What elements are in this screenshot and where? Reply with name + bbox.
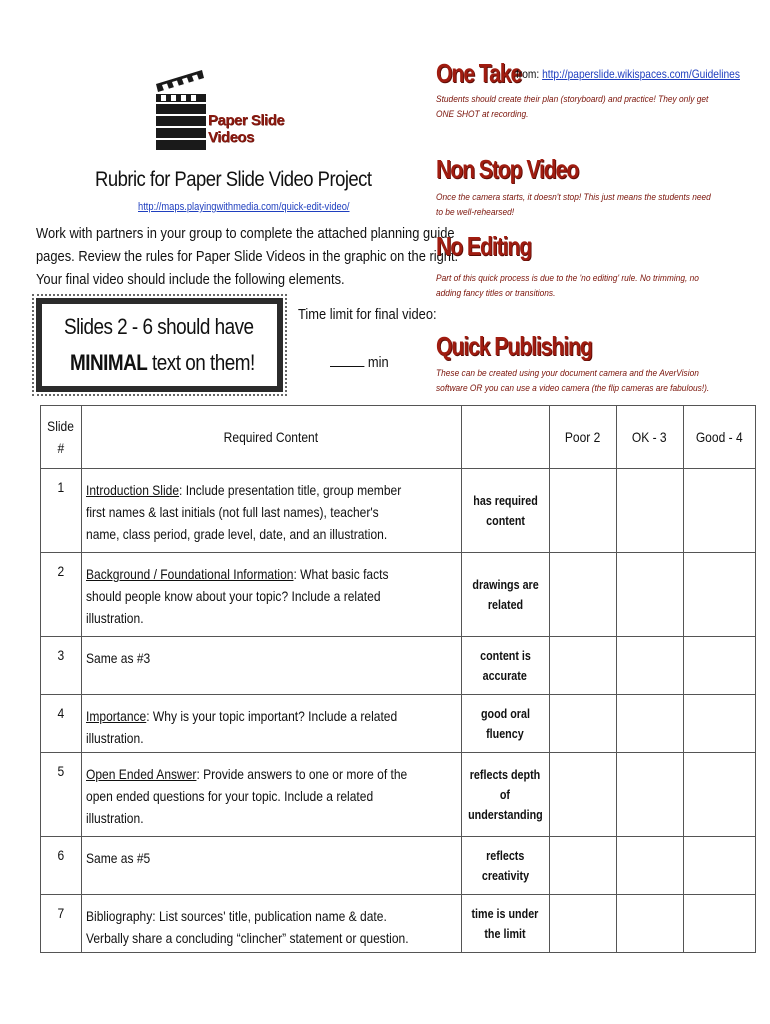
score-cell-poor[interactable]	[549, 469, 616, 553]
slide-number-cell: 1	[41, 469, 82, 553]
minutes-blank[interactable]	[330, 354, 364, 367]
criteria-line: of	[500, 787, 511, 802]
rules-source-link[interactable]: http://paperslide.wikispaces.com/Guidelines	[542, 67, 740, 81]
header-ok: OK - 3	[616, 406, 683, 469]
criteria-cell	[461, 553, 549, 637]
criteria-line: good oral	[480, 706, 530, 721]
score-cell-good[interactable]	[683, 637, 755, 695]
header-poor: Poor 2	[549, 406, 616, 469]
criteria-line: creativity	[481, 868, 529, 883]
intro-paragraph	[36, 222, 459, 291]
criteria-line: reflects depth	[469, 767, 541, 782]
content-line: : Why is your topic important? Include a related	[145, 708, 397, 724]
required-content-cell	[81, 469, 461, 553]
minutes-label: min	[367, 354, 389, 371]
table-row	[41, 469, 756, 553]
table-row	[41, 837, 756, 895]
content-line: illustration.	[85, 610, 144, 626]
header-slide: Slide #	[41, 406, 82, 469]
required-content-cell	[81, 695, 461, 753]
criteria-line: has required	[472, 493, 538, 508]
content-line: Same as #5	[85, 850, 150, 866]
score-cell-good[interactable]	[683, 695, 755, 753]
required-content-cell	[81, 837, 461, 895]
criteria-cell	[461, 469, 549, 553]
minutes-field	[330, 354, 389, 371]
table-header-row	[41, 406, 756, 469]
minimal-text-callout	[36, 298, 283, 392]
paper-slide-videos-logo	[150, 62, 320, 152]
content-lead: Importance	[85, 708, 146, 724]
score-cell-ok[interactable]	[616, 753, 683, 837]
criteria-cell	[461, 837, 549, 895]
score-cell-ok[interactable]	[616, 895, 683, 953]
score-cell-poor[interactable]	[549, 895, 616, 953]
score-cell-poor[interactable]	[549, 637, 616, 695]
callout-rest: text on them!	[147, 350, 255, 375]
score-cell-good[interactable]	[683, 469, 755, 553]
slide-number-cell: 4	[41, 695, 82, 753]
rule-line: ONE SHOT at recording.	[436, 109, 529, 120]
score-cell-poor[interactable]	[549, 753, 616, 837]
rule-line: to be well-rehearsed!	[436, 207, 515, 218]
content-lead: Open Ended Answer	[85, 766, 197, 782]
criteria-cell	[461, 895, 549, 953]
rule-text	[436, 366, 746, 396]
criteria-line: content is	[479, 648, 531, 663]
callout-emphasis: MINIMAL	[70, 350, 148, 375]
content-line: illustration.	[85, 730, 144, 746]
callout-line: Slides 2 - 6 should have	[64, 314, 254, 339]
rule-text	[436, 92, 745, 122]
table-row	[41, 695, 756, 753]
table-row	[41, 895, 756, 953]
slide-number-cell: 7	[41, 895, 82, 953]
score-cell-ok[interactable]	[616, 553, 683, 637]
rule-heading: Quick Publishing	[436, 331, 592, 361]
table-row	[41, 637, 756, 695]
intro-line: Your final video should include the following elements.	[36, 271, 345, 288]
rule-heading: One Take	[436, 58, 522, 88]
content-lead: Background / Foundational Information	[85, 566, 294, 582]
content-line: Bibliography: List sources' title, publication name & date.	[85, 908, 387, 924]
time-limit-label: Time limit for final video:	[298, 306, 437, 323]
rules-source-label: from:	[516, 67, 540, 81]
rule-text	[436, 271, 735, 301]
content-line: Same as #3	[85, 650, 150, 666]
criteria-line: reflects	[485, 848, 525, 863]
score-cell-ok[interactable]	[616, 469, 683, 553]
criteria-cell	[461, 695, 549, 753]
required-content-cell	[81, 637, 461, 695]
score-cell-good[interactable]	[683, 753, 755, 837]
criteria-line: fluency	[486, 726, 524, 741]
content-line: open ended questions for your topic. Include a related	[85, 788, 373, 804]
intro-line: Work with partners in your group to complete the attached planning guide	[36, 225, 455, 242]
rubric-table	[40, 405, 756, 953]
criteria-line: the limit	[484, 926, 526, 941]
content-line: : Include presentation title, group member	[178, 482, 401, 498]
header-required-content: Required Content	[81, 406, 461, 469]
slide-number-cell: 5	[41, 753, 82, 837]
score-cell-poor[interactable]	[549, 695, 616, 753]
rule-line: Part of this quick process is due to the 'no editing' rule. No trimming, no	[436, 273, 699, 284]
rule-line: software OR you can use a video camera (the flip cameras are fabulous!).	[436, 383, 710, 394]
required-content-cell	[81, 553, 461, 637]
document-link[interactable]: http://maps.playingwithmedia.com/quick-edit-video/	[138, 201, 350, 213]
slide-number-cell: 2	[41, 553, 82, 637]
score-cell-ok[interactable]	[616, 837, 683, 895]
header-criteria	[461, 406, 549, 469]
content-lead: Introduction Slide	[85, 482, 179, 498]
score-cell-ok[interactable]	[616, 695, 683, 753]
content-line: illustration.	[85, 810, 144, 826]
content-line: should people know about your topic? Include a related	[85, 588, 381, 604]
score-cell-poor[interactable]	[549, 553, 616, 637]
score-cell-poor[interactable]	[549, 837, 616, 895]
content-line: Verbally share a concluding “clincher” statement or question.	[85, 930, 409, 946]
criteria-line: accurate	[483, 668, 528, 683]
criteria-line: drawings are	[471, 577, 539, 592]
criteria-line: content	[485, 513, 525, 528]
criteria-cell	[461, 637, 549, 695]
content-line: first names & last initials (not full last names), teacher's	[85, 504, 379, 520]
document-title: Rubric for Paper Slide Video Project	[95, 168, 372, 191]
content-line: : What basic facts	[293, 566, 389, 582]
score-cell-good[interactable]	[683, 837, 755, 895]
rule-heading: Non Stop Video	[436, 154, 579, 184]
rule-no-editing	[436, 231, 552, 262]
criteria-cell	[461, 753, 549, 837]
criteria-line: time is under	[471, 906, 539, 921]
header-good: Good - 4	[683, 406, 755, 469]
criteria-line: related	[487, 597, 523, 612]
rule-quick-publishing	[436, 331, 626, 362]
score-cell-ok[interactable]	[616, 637, 683, 695]
rule-heading: No Editing	[436, 231, 532, 261]
required-content-cell	[81, 895, 461, 953]
rule-line: Once the camera starts, it doesn't stop! This just means the students need	[436, 192, 711, 203]
criteria-line: understanding	[467, 807, 543, 822]
score-cell-good[interactable]	[683, 895, 755, 953]
intro-line: pages. Review the rules for Paper Slide Videos in the graphic on the right.	[36, 248, 459, 265]
rule-text	[436, 190, 748, 220]
clapperboard-icon	[150, 62, 210, 152]
logo-title: Paper Slide Videos	[208, 112, 285, 146]
rule-line: adding fancy titles or transitions.	[436, 288, 556, 299]
callout-line	[70, 350, 255, 376]
slide-number-cell: 6	[41, 837, 82, 895]
rule-line: Students should create their plan (storyboard) and practice! They only get	[436, 94, 709, 105]
slide-number-cell: 3	[41, 637, 82, 695]
content-line: name, class period, grade level, date, and an illustration.	[85, 526, 387, 542]
score-cell-good[interactable]	[683, 553, 755, 637]
table-row	[41, 553, 756, 637]
required-content-cell	[81, 753, 461, 837]
rules-source	[516, 67, 740, 81]
rule-line: These can be created using your document camera and the AverVision	[436, 368, 699, 379]
rule-non-stop-video	[436, 154, 609, 185]
content-line: : Provide answers to one or more of the	[196, 766, 407, 782]
table-row	[41, 753, 756, 837]
